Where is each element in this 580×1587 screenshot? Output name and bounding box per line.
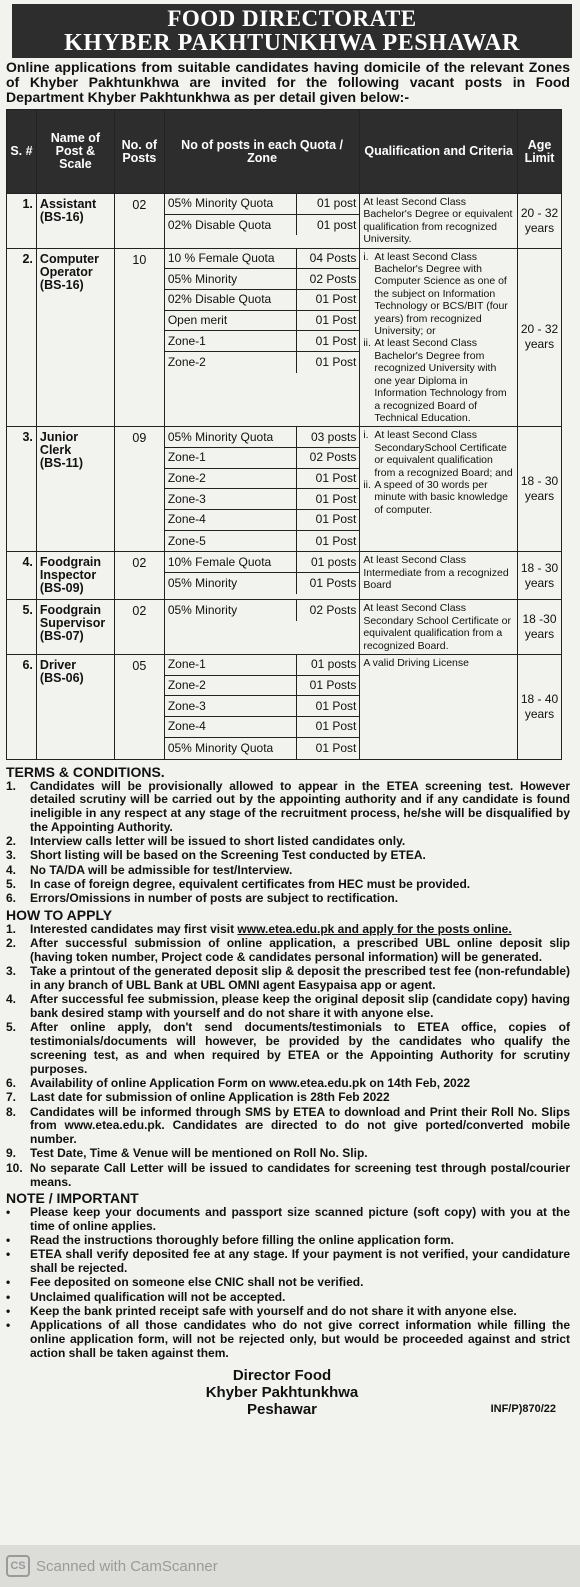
age-limit: 18 - 30 years — [518, 427, 562, 552]
age-limit: 20 - 32 years — [518, 248, 562, 427]
bullet-icon: • — [6, 1303, 11, 1318]
list-item: • Fee deposited on someone else CNIC shall not be verified. — [6, 1275, 364, 1290]
quota-row — [165, 269, 360, 290]
post-scale: (BS-06) — [39, 671, 84, 686]
table-row — [7, 600, 562, 655]
quota-name: 05% Minority Quota — [165, 738, 298, 759]
quota-row — [165, 249, 360, 270]
quota-name: Zone-5 — [165, 531, 298, 552]
bullet-icon: • — [6, 1318, 11, 1333]
post-name-cell — [36, 248, 114, 427]
header-qual: Qualification and Criteria — [360, 110, 518, 194]
quota-row — [165, 717, 360, 738]
list-item: 5. In case of foreign degree, equivalent certificates from HEC must be provided. — [6, 877, 471, 892]
intro-paragraph: Online applications from suitable candidates having domicile of the relevant Zones of Khyber Pakhtunkhwa are invited for the following vacant posts in Food Department Khyber Pakhtunkhwa as per detail given below:- — [6, 59, 570, 105]
apply-heading: HOW TO APPLY — [6, 906, 113, 923]
quota-count: 02 Posts — [309, 271, 357, 286]
header-post: Name of Post & Scale — [36, 110, 114, 194]
quota-row — [165, 552, 360, 573]
quota-name: Zone-4 — [165, 510, 298, 530]
list-item: 3. Take a printout of the generated deposit slip & deposit the prescribed test fee (non-refundable) in any branch of UBL Bank at UBL OMNI agent Easypaisa app or agent. — [6, 964, 570, 992]
quota-count: 01 Posts — [309, 678, 357, 693]
header-sno: S. # — [7, 110, 37, 194]
post-name-cell — [36, 600, 114, 655]
quota-name: Zone-3 — [165, 696, 298, 716]
quota-name: Zone-2 — [165, 469, 298, 489]
bullet-icon: • — [6, 1204, 11, 1219]
header-num: No. of Posts — [114, 110, 164, 194]
list-item: 1. Candidates will be provisionally allowed to appear in the ETEA screening test. However detailed scrutiny will be carried out by the appointing authority and if any candidate is found ineligible in any respect at any stage of the recruitment process, he/she will be disqualified by the Appointing Authority. — [6, 778, 570, 834]
quota-name: Zone-1 — [165, 331, 298, 351]
list-item: 8. Candidates will be informed through SMS by ETEA to download and Print their Roll No. Slips from www.etea.edu.pk. Candidates are directed to do not give ported/converted mobile number. — [6, 1104, 570, 1147]
table-row — [7, 194, 562, 249]
title-band — [12, 4, 572, 58]
list-item: 4. No TA/DA will be admissible for test/Interview. — [6, 862, 293, 877]
list-item: 7. Last date for submission of online Application is 28th Feb 2022 — [6, 1090, 390, 1105]
list-item: • Keep the bank printed receipt safe with yourself and do not share it with anyone else. — [6, 1303, 517, 1318]
quota-row — [165, 573, 360, 594]
qualification-item: A valid Driving License — [363, 657, 469, 670]
scanner-text: Scanned with CamScanner — [36, 1557, 218, 1575]
quota-name: 05% Minority Quota — [165, 427, 298, 447]
quota-name: 05% Minority Quota — [165, 194, 298, 214]
signature-line-3: Peshawar — [246, 1400, 318, 1418]
post-name: Computer Operator — [39, 251, 99, 279]
post-scale: (BS-11) — [39, 456, 83, 471]
bullet-icon: • — [6, 1232, 11, 1247]
bullet-icon: • — [6, 1289, 11, 1304]
table-header-row — [7, 110, 562, 194]
quota-count: 01 Post — [315, 512, 357, 527]
qualification-item: i. At least Second Class SecondarySchool Certificate or equivalent qualification from a recognized Board; and — [363, 429, 513, 479]
post-name: Foodgrain Inspector — [39, 555, 102, 583]
table-row — [7, 655, 562, 759]
terms-heading: TERMS & CONDITIONS. — [6, 763, 165, 780]
serial-number: 5. — [7, 600, 37, 655]
quota-name: Open merit — [165, 311, 298, 331]
list-item: • Read the instructions thoroughly before filling the online application form. — [6, 1232, 455, 1247]
header-age: Age Limit — [518, 110, 562, 194]
quota-row — [165, 331, 360, 352]
quota-count: 01 posts — [310, 554, 357, 569]
quota-row — [165, 531, 360, 552]
post-name-cell — [36, 552, 114, 600]
quota-name: 02% Disable Quota — [165, 215, 298, 236]
quota-name: Zone-1 — [165, 655, 298, 675]
signature-line-1: Director Food — [232, 1366, 332, 1384]
age-limit: 18 - 40 years — [518, 655, 562, 759]
list-item: • Applications of all those candidates who do not give correct information while filling the online application form, will not be rejected only, but would be proceeded against and strict action shall be taken against them. — [6, 1318, 570, 1360]
qualification-cell — [360, 552, 518, 600]
quota-name: 05% Minority — [165, 573, 298, 594]
apply-item-1-text: Interested candidates may first visit — [30, 921, 238, 936]
quota-row — [165, 676, 360, 697]
quota-row — [165, 600, 360, 621]
quota-name: 05% Minority — [165, 600, 298, 621]
quota-count: 02 Posts — [309, 603, 357, 618]
list-item: 6. Errors/Omissions in number of posts are subject to rectification. — [6, 891, 399, 906]
quota-row — [165, 738, 360, 759]
quota-cell — [164, 655, 360, 759]
quota-name: Zone-2 — [165, 352, 298, 373]
list-item: 1. Interested candidates may first visit www.etea.edu.pk and apply for the posts online. — [6, 921, 512, 936]
posts-count: 02 — [114, 552, 164, 600]
qualification-cell — [360, 248, 518, 427]
qualification-item: ii. At least Second Class Bachelor's Degree from recognized University with one year Diploma in Information Technology from a recognized Board of Technical Education. — [363, 337, 507, 424]
apply-list — [4, 923, 574, 1190]
table-row — [7, 427, 562, 552]
post-name: Assistant — [39, 197, 97, 211]
notes-list — [4, 1206, 574, 1361]
qualification-item: At least Second Class Bachelor's Degree or equivalent qualification from recognized University. — [363, 196, 513, 246]
list-item: • Unclaimed qualification will not be accepted. — [6, 1289, 286, 1304]
quota-row — [165, 489, 360, 510]
list-item: • ETEA shall verify deposited fee at any stage. If your payment is not verified, your candidature shall be rejected. — [6, 1247, 570, 1275]
quota-count: 01 Post — [315, 333, 357, 348]
age-limit: 18 -30 years — [518, 600, 562, 655]
signature-line-2: Khyber Pakhtunkhwa — [205, 1383, 359, 1401]
serial-number: 4. — [7, 552, 37, 600]
serial-number: 1. — [7, 194, 37, 249]
serial-number: 2. — [7, 248, 37, 427]
quota-row — [165, 469, 360, 490]
post-name: Driver — [39, 658, 77, 673]
title-line-1: FOOD DIRECTORATE — [167, 6, 417, 31]
list-item: 9. Test Date, Time & Venue will be mentioned on Roll No. Slip. — [6, 1146, 368, 1161]
posts-count: 02 — [114, 194, 164, 249]
header-quota: No of posts in each Quota / Zone — [164, 110, 360, 194]
list-item: 5. After online apply, don't send documents/testimonials to ETEA office, copies of testimonials/documents will however, be provided by the candidates who qualify the screening test, as and when required by ETEA or the Appointing Authority for scrutiny purposes. — [6, 1020, 570, 1076]
qualification-cell — [360, 194, 518, 249]
quota-count: 01 Post — [315, 292, 357, 307]
bullet-icon: • — [6, 1275, 11, 1290]
quota-name: 02% Disable Quota — [165, 290, 298, 310]
list-item: 4. After successful fee submission, please keep the original deposit slip (candidate copy) having bank desired stamp with yourself and do not share it with anyone else. — [6, 992, 570, 1020]
quota-name: 10 % Female Quota — [165, 249, 298, 269]
posts-count: 10 — [114, 248, 164, 427]
age-limit: 20 - 32 years — [518, 194, 562, 249]
quota-cell — [164, 194, 360, 249]
quota-count: 01 Post — [315, 740, 357, 755]
quota-row — [165, 510, 360, 531]
reference-number: INF/P)870/22 — [490, 1402, 556, 1415]
post-scale: (BS-16) — [39, 210, 84, 224]
notes-heading: NOTE / IMPORTANT — [6, 1189, 139, 1206]
quota-name: Zone-3 — [165, 489, 298, 509]
quota-row — [165, 427, 360, 448]
post-scale: (BS-07) — [39, 629, 84, 644]
quota-count: 03 posts — [310, 429, 357, 444]
post-name-cell — [36, 427, 114, 552]
quota-row — [165, 448, 360, 469]
quota-cell — [164, 248, 360, 427]
list-item: 10. No separate Call Letter will be issued to candidates for screening test through postal/courier means. — [6, 1160, 570, 1189]
age-limit: 18 - 30 years — [518, 552, 562, 600]
quota-count: 01 posts — [310, 657, 357, 672]
posts-count: 05 — [114, 655, 164, 759]
quota-count: 01 post — [316, 196, 357, 211]
quota-count: 01 Post — [315, 533, 357, 548]
qualification-item: ii. A speed of 30 words per minute with basic knowledge of computer. — [363, 478, 508, 516]
signature-block — [4, 1367, 560, 1418]
title-line-2: KHYBER PAKHTUNKHWA PESHAWAR — [64, 30, 520, 56]
qualification-cell — [360, 427, 518, 552]
post-name-cell — [36, 194, 114, 249]
camscanner-logo-icon: CS — [6, 1555, 30, 1577]
serial-number: 3. — [7, 427, 37, 552]
quota-cell — [164, 552, 360, 600]
quota-cell — [164, 427, 360, 552]
quota-row — [165, 352, 360, 373]
quota-row — [165, 696, 360, 717]
qualification-item: i. At least Second Class Bachelor's Degree with Computer Science as one of the subject on Information Technology or BCS/BIT (four years) from recognized University; or — [363, 250, 508, 338]
table-row — [7, 552, 562, 600]
qualification-item: At least Second Class Intermediate from a recognized Board — [363, 554, 509, 592]
quota-name: 05% Minority — [165, 269, 298, 289]
quota-row — [165, 311, 360, 332]
bullet-icon: • — [6, 1247, 11, 1262]
quota-count: 01 Post — [315, 491, 357, 506]
post-name: Junior Clerk — [39, 430, 79, 458]
post-name: Foodgrain Supervisor — [39, 603, 106, 631]
quota-row — [165, 655, 360, 676]
qualification-item: At least Second Class Secondary School Certificate or equivalent qualification from a recognized Board. — [363, 602, 511, 652]
posts-count: 02 — [114, 600, 164, 655]
quota-count: 01 Posts — [309, 575, 357, 590]
list-item: 6. Availability of online Application Form on www.etea.edu.pk on 14th Feb, 2022 — [6, 1075, 471, 1090]
etea-link[interactable]: www.etea.edu.pk and apply for the posts online. — [237, 921, 512, 936]
terms-list — [4, 780, 574, 907]
qualification-cell — [360, 600, 518, 655]
scanner-watermark — [0, 1553, 580, 1579]
quota-name: Zone-4 — [165, 717, 298, 737]
quota-name: Zone-2 — [165, 676, 298, 696]
serial-number: 6. — [7, 655, 37, 759]
table-row — [7, 248, 562, 427]
quota-name: 10% Female Quota — [165, 552, 298, 572]
quota-count: 01 post — [316, 217, 357, 232]
post-name-cell — [36, 655, 114, 759]
list-item: • Please keep your documents and passport size scanned picture (soft copy) with you at the time of online applies. — [6, 1204, 570, 1233]
quota-count: 01 Post — [315, 719, 357, 734]
quota-count: 01 Post — [315, 471, 357, 486]
quota-row — [165, 290, 360, 311]
quota-cell — [164, 600, 360, 655]
posts-count: 09 — [114, 427, 164, 552]
quota-count: 01 Post — [315, 354, 357, 369]
quota-count: 02 Posts — [309, 450, 357, 465]
post-scale: (BS-09) — [39, 581, 84, 596]
list-item: 3. Short listing will be based on the Screening Test conducted by ETEA. — [6, 848, 426, 863]
quota-count: 01 Post — [315, 313, 357, 328]
quota-name: Zone-1 — [165, 448, 298, 468]
list-item: 2. Interview calls letter will be issued to short listed candidates only. — [6, 834, 406, 849]
list-item: 2. After successful submission of online application, a prescribed UBL online deposit slip (having token number, Project code & candidates personal information) will be generated. — [6, 935, 570, 964]
quota-row — [165, 215, 360, 236]
quota-count: 01 Post — [315, 698, 357, 713]
qualification-cell — [360, 655, 518, 759]
posts-table — [6, 109, 562, 760]
quota-row — [165, 194, 360, 215]
quota-count: 04 Posts — [309, 250, 357, 265]
post-scale: (BS-16) — [39, 277, 84, 292]
